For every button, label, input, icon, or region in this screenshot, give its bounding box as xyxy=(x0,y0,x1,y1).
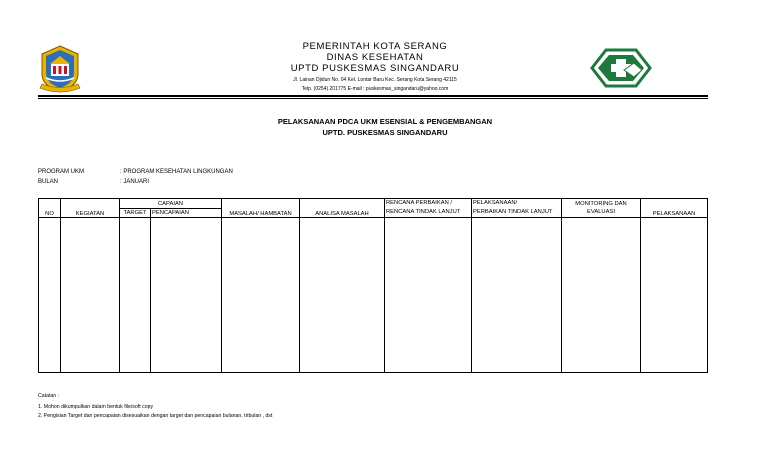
document-title: PELAKSANAAN PDCA UKM ESENSIAL & PENGEMBANGAN xyxy=(277,117,493,126)
header-masalah: MASALAH/ HAMBATAN xyxy=(222,199,300,218)
table-cell[interactable] xyxy=(39,218,61,373)
header-rencana-line2: RENCANA TINDAK LANJUT xyxy=(386,209,461,215)
header-monitoring xyxy=(562,199,641,218)
bulan-label: BULAN xyxy=(38,179,59,185)
notes-heading: Catatan : xyxy=(38,393,60,399)
table-cell[interactable] xyxy=(562,218,641,373)
header-pelaksanaan: PELAKSANAAN xyxy=(641,199,708,218)
table-cell[interactable] xyxy=(222,218,300,373)
header-pencapaian: PENCAPAIAN xyxy=(151,209,222,218)
header-pelaksanaan-perbaikan xyxy=(472,199,562,218)
program-label: PROGRAM UKM xyxy=(38,169,85,175)
letterhead-contact: Telp. (0254) 201775 E-mail : puskesmas_singandaru@yahoo.com xyxy=(301,86,449,92)
header-pelaksanaan-line1: PELAKSANAAN/ xyxy=(473,200,518,206)
header-kegiatan: KEGIATAN xyxy=(61,199,120,218)
header-target: TARGET xyxy=(120,209,151,218)
table-cell[interactable] xyxy=(472,218,562,373)
header-pelaksanaan-line2: PERBAIKAN TINDAK LANJUT xyxy=(473,209,553,215)
table-cell[interactable] xyxy=(385,218,472,373)
document-subtitle: UPTD. PUSKESMAS SINGANDARU xyxy=(322,128,448,137)
letterhead-divider xyxy=(38,95,708,97)
bulan-value: : JANUARI xyxy=(120,179,150,185)
note-item: 1. Mohon dikumpulkan dalam bentuk file/soft copy xyxy=(38,404,154,410)
puskesmas-logo-icon xyxy=(590,48,652,88)
table-cell[interactable] xyxy=(300,218,385,373)
letterhead-address: Jl. Lainan Djidun No. 04 Kel. Lontar Baru Kec. Serang Kota Serang 42115 xyxy=(293,77,457,83)
pdca-table xyxy=(38,198,708,373)
table-cell[interactable] xyxy=(61,218,120,373)
header-analisa: ANALISA MASALAH xyxy=(300,199,385,218)
header-monitoring-line1: MONITORING DAN xyxy=(575,201,627,207)
table-cell[interactable] xyxy=(120,218,151,373)
header-rencana-line1: RENCANA PERBAIKAN / xyxy=(386,200,453,206)
letterhead-department: DINAS KESEHATAN xyxy=(326,52,424,63)
table-cell[interactable] xyxy=(151,218,222,373)
program-value: : PROGRAM KESEHATAN LINGKUNGAN xyxy=(120,169,233,175)
letterhead-government: PEMERINTAH KOTA SERANG xyxy=(302,41,448,52)
note-item: 2. Pengisian Target dan pencapaian disesuaikan dengan target dan pencapaian bulanan, tribulan , dst xyxy=(38,413,273,419)
letterhead-unit: UPTD PUSKESMAS SINGANDARU xyxy=(290,63,460,74)
letterhead-divider-thin xyxy=(38,98,708,99)
table-cell[interactable] xyxy=(641,218,708,373)
header-no: NO xyxy=(39,199,61,218)
kota-serang-emblem-icon xyxy=(38,44,82,94)
header-capaian: CAPAIAN xyxy=(120,199,222,209)
table-body-row xyxy=(39,218,708,373)
header-monitoring-line2: EVALUASI xyxy=(587,209,615,215)
header-rencana xyxy=(385,199,472,218)
